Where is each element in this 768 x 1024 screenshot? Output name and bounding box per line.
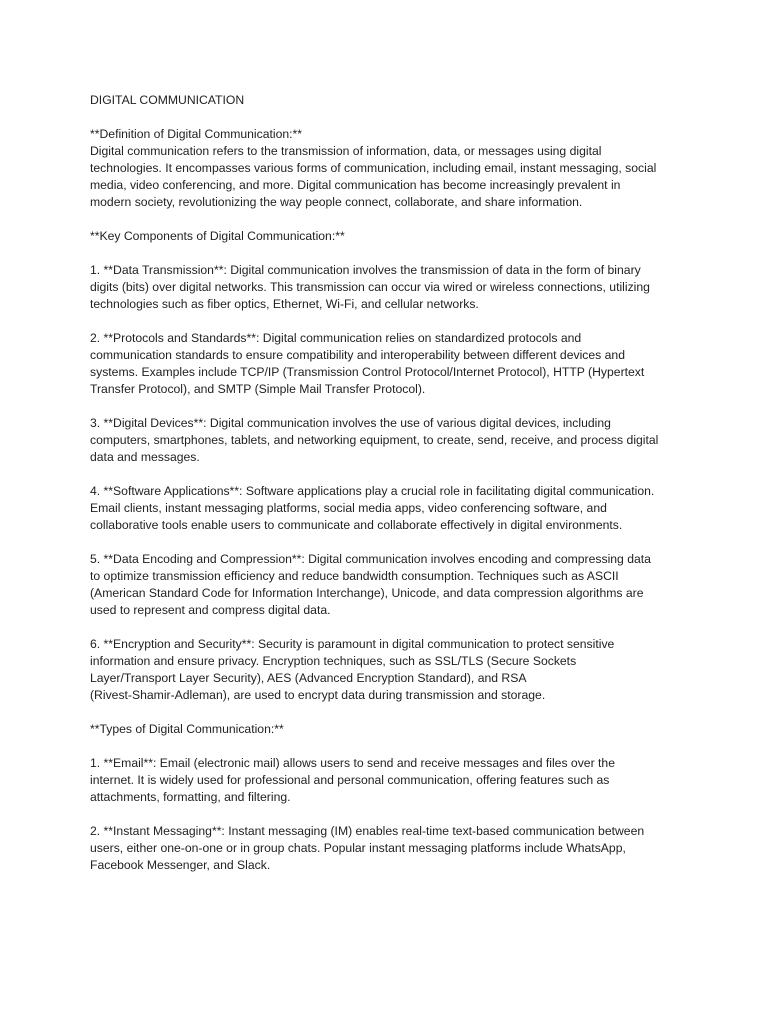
key-component-item: 4. **Software Applications**: Software applications play a crucial role in facilitating digital communication. Email clients, instant messaging platforms, social media apps, video conferencing software, and collaborative tools enable users to communicate and collaborate effectively in digital environments. [90, 484, 655, 532]
definition-section [90, 126, 690, 211]
definition-text: Digital communication refers to the transmission of information, data, or messages using digital technologies. It encompasses various forms of communication, including email, instant messaging, social media, video conferencing, and more. Digital communication has become increasingly prevalent in modern society, revolutionizing the way people connect, collaborate, and share information. [90, 144, 657, 209]
document-title: DIGITAL COMMUNICATION [90, 93, 245, 107]
key-component-item: 6. **Encryption and Security**: Security is paramount in digital communication to protect sensitive information and ensure privacy. Encryption techniques, such as SSL/TLS (Secure Sockets Layer/Transport Layer Security), AES (Advanced Encryption Standard), and RSA (Rivest-Shamir-Adleman), are used to encrypt data during transmission and storage. [90, 637, 615, 702]
type-item: 2. **Instant Messaging**: Instant messaging (IM) enables real-time text-based communication between users, either one-on-one or in group chats. Popular instant messaging platforms include WhatsApp, Facebook Messenger, and Slack. [90, 824, 645, 872]
type-item: 1. **Email**: Email (electronic mail) allows users to send and receive messages and files over the internet. It is widely used for professional and personal communication, offering features such as attachments, formatting, and filtering. [90, 756, 615, 804]
key-components-heading: **Key Components of Digital Communication:** [90, 229, 345, 243]
key-component-item: 5. **Data Encoding and Compression**: Digital communication involves encoding and compressing data to optimize transmission efficiency and reduce bandwidth consumption. Techniques such as ASCII (American Standard Code for Information Interchange), Unicode, and data compression algorithms are used to represent and compress digital data. [90, 552, 651, 617]
key-component-item: 3. **Digital Devices**: Digital communication involves the use of various digital devices, including computers, smartphones, tablets, and networking equipment, to create, send, receive, and process digital data and messages. [90, 416, 659, 464]
key-component-item: 2. **Protocols and Standards**: Digital communication relies on standardized protocols and communication standards to ensure compatibility and interoperability between different devices and systems. Examples include TCP/IP (Transmission Control Protocol/Internet Protocol), HTTP (Hypertext Transfer Protocol), and SMTP (Simple Mail Transfer Protocol). [90, 331, 645, 396]
types-heading: **Types of Digital Communication:** [90, 722, 284, 736]
document-page [90, 92, 690, 891]
definition-heading: **Definition of Digital Communication:** [90, 127, 303, 141]
key-component-item: 1. **Data Transmission**: Digital communication involves the transmission of data in the form of binary digits (bits) over digital networks. This transmission can occur via wired or wireless connections, utilizing technologies such as fiber optics, Ethernet, Wi-Fi, and cellular networks. [90, 263, 650, 311]
